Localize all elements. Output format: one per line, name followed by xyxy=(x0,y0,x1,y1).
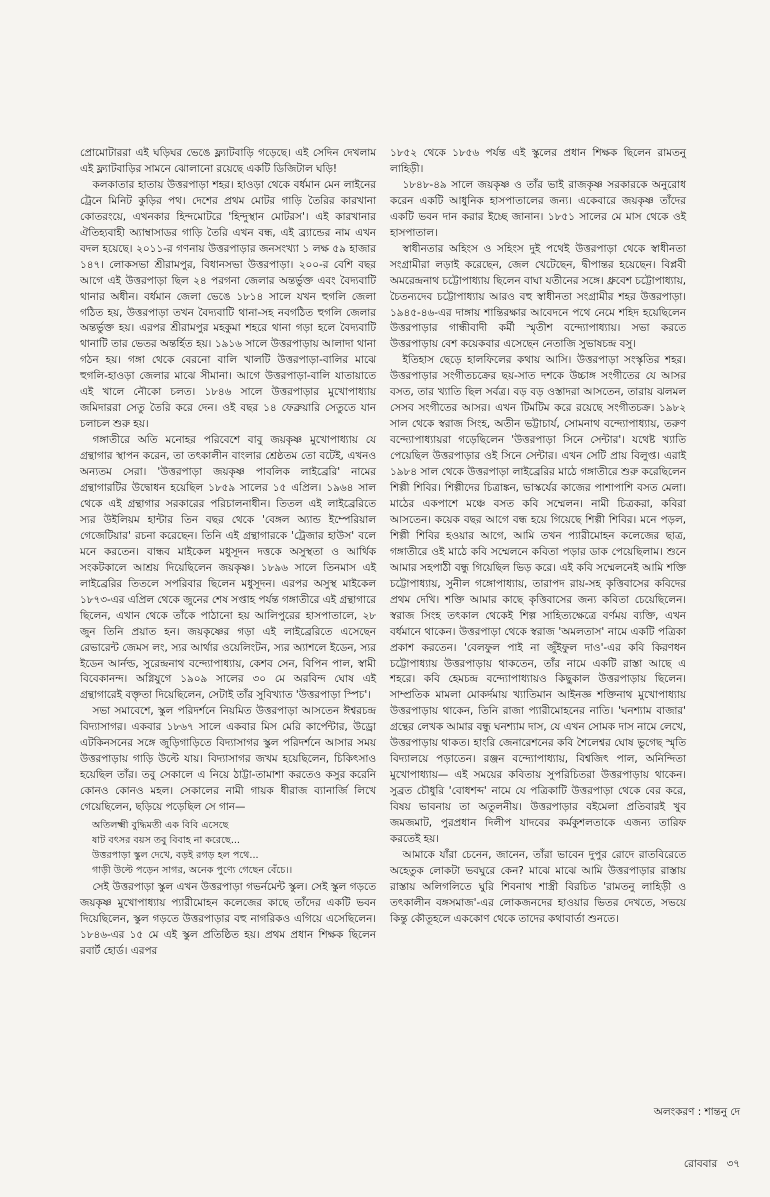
song-line-1: অতিলক্ষ্মী বুদ্ধিমতী এক বিবি এসেছে xyxy=(92,820,229,832)
left-paragraph-2: কলকাতার হাতায় উত্তরপাড়া শহর। হাওড়া থেকে বর্ধমান মেন লাইনের ট্রেনে মিনিট কুড়ির পথ। দেশের প্রথম মোটর গাড়ি তৈরির কারখানা কোতরংয়ে, এখনকার হিন্দমোটরে 'হিন্দুস্থান মোটরস'। এই কারখানার ঐতিহ্যবাহী অ্যাম্বাসাডর গাড়ি তৈরি এখন বন্ধ, এই ব্র্যান্ডের নাম এখন বদল হয়েছে। ২০১১-র গণনায় উত্তরপাড়ার জনসংখ্যা ১ লক্ষ ৫৯ হাজার ১৪৭। লোকসভা শ্রীরামপুর, বিধানসভা উত্তরপাড়া। ২০০-র বেশি বছর আগে এই উত্তরপাড়া ছিল ২৪ পরগনা জেলার অন্তর্ভুক্ত এবং বৈদ্যবাটি থানার অধীন। বর্ধমান জেলা ভেঙে ১৮১৪ সালে যখন হুগলি জেলা গঠিত হয়, উত্তরপাড়া তখন বৈদ্যবাটি থানা-সহ নবগঠিত হুগলি জেলার অন্তর্ভুক্ত হয়। এরপর শ্রীরামপুর মহকুমা শহরে থানা গড়া হলে বৈদ্যবাটি থানাটি তার ভেতর অন্তর্হিত হয়। ১৯১৬ সালে উত্তরপাড়ায় আলাদা থানা গঠন হয়। গঙ্গা থেকে বেরনো বালি খালটি উত্তরপাড়া-বালির মাঝে হুগলি-হাওড়া জেলার মাঝে সীমানা। আগে উত্তরপাড়া-বালি যাতায়াতে এই খালে নৌকো চলত। ১৮৪৬ সালে উত্তরপাড়ার মুখোপাধ্যায় জমিদাররা সেতু তৈরি করে দেন। ওই বছর ১৪ ফেব্রুয়ারি সেতুতে যান চলাচল শুরু হয়। xyxy=(80,178,376,431)
page-number: ৩৭ xyxy=(726,1158,740,1170)
right-paragraph-5: আমাকে যাঁরা চেনেন, জানেন, তাঁরা ভাবেন দুপুর রোদে রাতবিরেতে অহেতুক লোকটা ভবঘুরে কেন? মাঝে মাঝে আমি উত্তরপাড়ার রাস্তায় রাস্তায় অলিগলিতে ঘুরি শিবনাথ শাস্ত্রী বিরচিত 'রামতনু লাহিড়ী ও তৎকালীন বঙ্গসমাজ'-এর লোকজনদের হাওয়ার ভিতর দেখতে, সভয়ে কিন্তু কৌতূহলে এককোণ থেকে তাদের কথাবার্তা শুনতে। xyxy=(390,848,686,925)
right-paragraph-3: স্বাধীনতার অহিংস ও সহিংস দুই পথেই উত্তরপাড়া থেকে স্বাধীনতা সংগ্রামীরা লড়াই করেছেন, জেল খেটেছেন, দ্বীপান্তর হয়েছেন। বিপ্লবী অমরেন্দ্রনাথ চট্টোপাধ্যায় ছিলেন বাঘা যতীনের সঙ্গে। ধ্রুবেশ চট্টোপাধ্যায়, চৈতন্যদেব চট্টোপাধ্যায় আরও বহু স্বাধীনতা সংগ্রামীর শহর উত্তরপাড়া। ১৯৪৫-৪৬-এর দাঙ্গায় শান্তিরক্ষার আবেদনে পথে নেমে শহিদ হয়েছিলেন উত্তরপাড়ার গান্ধীবাদী কর্মী স্মৃতীশ বন্দ্যোপাধ্যায়। সভা করতে উত্তরপাড়ায় বেশ কয়েকবার এসেছেন নেতাজি সুভাষচন্দ্র বসু। xyxy=(390,242,686,351)
left-column xyxy=(80,146,376,960)
left-paragraph-4: সভা সমাবেশে, স্কুল পরিদর্শনে নিয়মিত উত্তরপাড়া আসতেন ঈশ্বরচন্দ্র বিদ্যাসাগর। একবার ১৮৬৭ সালে একবার মিস মেরি কার্পেন্টার, উড্রো এটকিনসনের সঙ্গে জুড়িগাড়িতে বিদ্যাসাগর স্কুল পরিদর্শনে আসার সময় উত্তরপাড়ায় গাড়ি উল্টে যায়। বিদ্যাসাগর জখম হয়েছিলেন, চিকিৎসাও হয়েছিল তাঁর। তবু সেকালে এ নিয়ে ঠাট্টা-তামাশা করতেও কসুর করেনি কোনও কোনও মহল। সেকালের নামী গায়ক ধীরাজ ব্যানার্জি লিখে গেয়েছিলেন, ছড়িয়ে পড়েছিল সে গান— xyxy=(80,705,376,814)
song-quote xyxy=(92,818,376,878)
right-column xyxy=(390,146,686,928)
left-paragraph-1: প্রোমোটাররা এই ঘড়িঘর ভেঙে ফ্ল্যাটবাড়ি গড়েছে। এই সেদিন দেখলাম এই ফ্ল্যাটবাড়ির সামনে ঝোলানো রয়েছে একটি ডিজিটাল ঘড়ি! xyxy=(80,147,376,175)
song-line-4: গাড়ী উল্টে পড়েন সাগর, অনেক পুণ্যে গেছেন বেঁচে।। xyxy=(92,865,293,877)
page-footer xyxy=(560,1157,740,1174)
right-paragraph-1: ১৮৫২ থেকে ১৮৫৬ পর্যন্ত এই স্কুলের প্রধান শিক্ষক ছিলেন রামতনু লাহিড়ী। xyxy=(390,147,686,175)
right-paragraph-4: ইতিহাস ছেড়ে হালফিলের কথায় আসি। উত্তরপাড়া সংস্কৃতির শহর। উত্তরপাড়ার সংগীতচক্রের ছয়-সাত দশকে উচ্চাঙ্গ সংগীতের যে আসর বসত, তার খ্যাতি ছিল সর্বত্র। বড় বড় ওস্তাদরা আসতেন, তারায় ঝলমল সেসব সংগীতের আসর। এখন টিমটিম করে রয়েছে সংগীতচক্র। ১৯৮২ সাল থেকে স্বরাজ সিংহ, অতীন ভট্টাচার্য, সোমনাথ বন্দ্যোপাধ্যায়, তরুণ বন্দ্যোপাধ্যায়রা গড়েছিলেন 'উত্তরপাড়া সিনে সেন্টার'। যথেষ্ট খ্যাতি পেয়েছিল উত্তরপাড়ার ওই সিনে সেন্টার। এখন সেটি প্রায় বিলুপ্ত। এরাই ১৯৮৪ সাল থেকে উত্তরপাড়া লাইব্রেরির মাঠে গঙ্গাতীরে শুরু করেছিলেন শিল্পী শিবির। শিল্পীদের চিত্রাঙ্কন, ভাস্কর্যের কাজের পাশাপাশি বসত মেলা। মাঠের একপাশে মঞ্চে বসত কবি সম্মেলন। নামী চিত্রকরা, কবিরা আসতেন। কয়েক বছর আগে বন্ধ হয়ে গিয়েছে শিল্পী শিবির। মনে পড়ল, শিল্পী শিবির হওয়ার আগে, আমি তখন প্যারীমোহন কলেজের ছাত্র, গঙ্গাতীরে ওই মাঠে কবি সম্মেলনে কবিতা পড়ার ডাক পেয়েছিলাম। শুনে আমার সহপাঠী বন্ধু গিয়েছিল ভিড় করে। এই কবি সম্মেলনেই আমি শক্তি চট্টোপাধ্যায়, সুনীল গঙ্গোপাধ্যায়, তারাপদ রায়-সহ কৃত্তিবাসের কবিদের প্রথম দেখি। শক্তি আমার কাছে কৃত্তিবাসের জন্য কবিতা চেয়েছিলেন। স্বরাজ সিংহ তৎকাল থেকেই শিল্প সাহিত্যক্ষেত্রে বর্ণময় ব্যক্তি, এখন বর্ধমানে থাকেন। উত্তরপাড়া থেকে স্বরাজ 'অমলতাস' নামে একটি পত্রিকা প্রকাশ করতেন। 'বেলফুল পাই না জুঁইফুল দাও'-এর কবি কিরণধন চট্টোপাধ্যায় উত্তরপাড়ায় থাকতেন, তাঁর নামে একটি রাস্তা আছে এ শহরে। কবি হেমচন্দ্র বন্দ্যোপাধ্যায়ও কিছুকাল উত্তরপাড়ায় ছিলেন। সাম্প্রতিক মামলা মোকর্দমায় খ্যাতিমান আইনজ্ঞ শক্তিনাথ মুখোপাধ্যায় উত্তরপাড়ায় থাকেন, তিনি রাজা প্যারীমোহনের নাতি। 'ঘনশ্যাম বাজার' গ্রন্থের লেখক আমার বন্ধু ঘনশ্যাম দাস, যে এখন সোমক দাস নামে লেখে, উত্তরপাড়ায় থাকত। হাংরি জেনারেশনের কবি শৈলেশ্বর ঘোষ ভুগেছ স্মৃতি বিদ্যালয়ে পড়াতেন। রঞ্জন বন্দ্যোপাধ্যায়, বিশ্বজিৎ পাল, অনিন্দিতা মুখোপাধ্যায়— এই সময়ের কবিতায় সুপরিচিতরা উত্তরপাড়ায় থাকেন। সুব্রত চৌধুরি 'বোধশব্দ' নামে যে পত্রিকাটি উত্তরপাড়া থেকে বের করে, বিষয় ভাবনায় তা অতুলনীয়। উত্তরপাড়ার বইমেলা প্রতিবারই খুব জমজমাট, পুরপ্রধান দিলীপ যাদবের কর্মকুশলতাকে এজন্য তারিফ করতেই হয়। xyxy=(390,354,686,845)
right-paragraph-2: ১৮৪৮-৪৯ সালে জয়কৃষ্ণ ও তাঁর ভাই রাজকৃষ্ণ সরকারকে অনুরোধ করেন একটি আধুনিক হাসপাতালের জন্য। একেবারে জয়কৃষ্ণ তাঁদের একটি ভবন দান করার ইচ্ছে জানান। ১৮৫১ সালের মে মাস থেকে ওই হাসপাতাল। xyxy=(390,178,686,239)
song-line-2: ষাট বৎসর বয়স তবু বিবাহ না করেছে... xyxy=(92,835,240,847)
song-line-3: উত্তরপাড়া স্কুল দেখে, বড়ই রগড় হল পথে... xyxy=(92,850,259,862)
illustration-credit: অলংকরণ : শান্তনু দে xyxy=(653,1106,740,1118)
left-paragraph-3: গঙ্গাতীরে অতি মনোহর পরিবেশে বাবু জয়কৃষ্ণ মুখোপাধ্যায় যে গ্রন্থাগার স্থাপন করেন, তা তৎকালীন বাংলার শ্রেষ্ঠতম তো বটেই, এখনও অন্যতম সেরা। 'উত্তরপাড়া জয়কৃষ্ণ পাবলিক লাইব্রেরি' নামের গ্রন্থাগারটির উদ্বোধন হয়েছিল ১৮৫৯ সালের ১৫ এপ্রিল। ১৯৬৪ সাল থেকে এই গ্রন্থাগার সরকারের পরিচালনাধীন। তিতল এই লাইব্রেরিতে স্যর উইলিয়ম হান্টার তিন বছর থেকে 'বেঙ্গল অ্যান্ড ইম্পেরিয়াল গেজেটিয়ার' রচনা করেছেন। তিনি এই গ্রন্থাগারকে 'ট্রেজার হাউস' বলে মনে করতেন। বান্ধব মাইকেল মধুসূদন দত্তকে অসুস্থতা ও আর্থিক সংকটকালে আশ্রয় দিয়েছিলেন জয়কৃষ্ণ। ১৮৯৬ সালে তিনমাস এই লাইব্রেরির তিতলে সপরিবার ছিলেন মধুসূদন। এরপর অসুস্থ মাইকেল ১৮৭৩-এর এপ্রিল থেকে জুনের শেষ সপ্তাহ পর্যন্ত গঙ্গাতীরে এই গ্রন্থাগারে ছিলেন, এখান থেকে তাঁকে পাঠানো হয় আলিপুরের হাসপাতালে, ২৮ জুন তিনি প্রয়াত হন। জয়কৃষ্ণের গড়া এই লাইব্রেরিতে এসেছেন রেভারেন্ট জেমস লং, স্যর আর্থার ওয়েলিংটন, স্যর অ্যাশলে ইডেন, স্যর ইডেন আর্নল্ড, সুরেন্দ্রনাথ বন্দ্যোপাধ্যায়, কেশব সেন, বিপিন পাল, স্বামী বিবেকানন্দ। অগ্নিযুগে ১৯০৯ সালের ৩০ মে অরবিন্দ ঘোষ এই গ্রন্থাগারেই বক্তৃতা দিয়েছিলেন, সেটাই তাঁর সুবিখ্যাত 'উত্তরপাড়া স্পিচ'। xyxy=(80,434,376,702)
magazine-name: রোববার xyxy=(683,1158,718,1170)
left-paragraph-5: সেই উত্তরপাড়া স্কুল এখন উত্তরপাড়া গভর্নমেন্ট স্কুল। সেই স্কুল গড়তে জয়কৃষ্ণ মুখোপাধ্যায় প্যারীমোহন কলেজের কাছে তাঁদের একটি ভবন দিয়েছিলেন, স্কুল গড়তে উত্তরপাড়ার বহু নাগরিকও এগিয়ে এসেছিলেন। ১৮৪৬-এর ১৫ মে এই স্কুল প্রতিষ্ঠিত হয়। প্রথম প্রধান শিক্ষক ছিলেন রবার্ট হোর্ড। এরপর xyxy=(80,881,376,957)
